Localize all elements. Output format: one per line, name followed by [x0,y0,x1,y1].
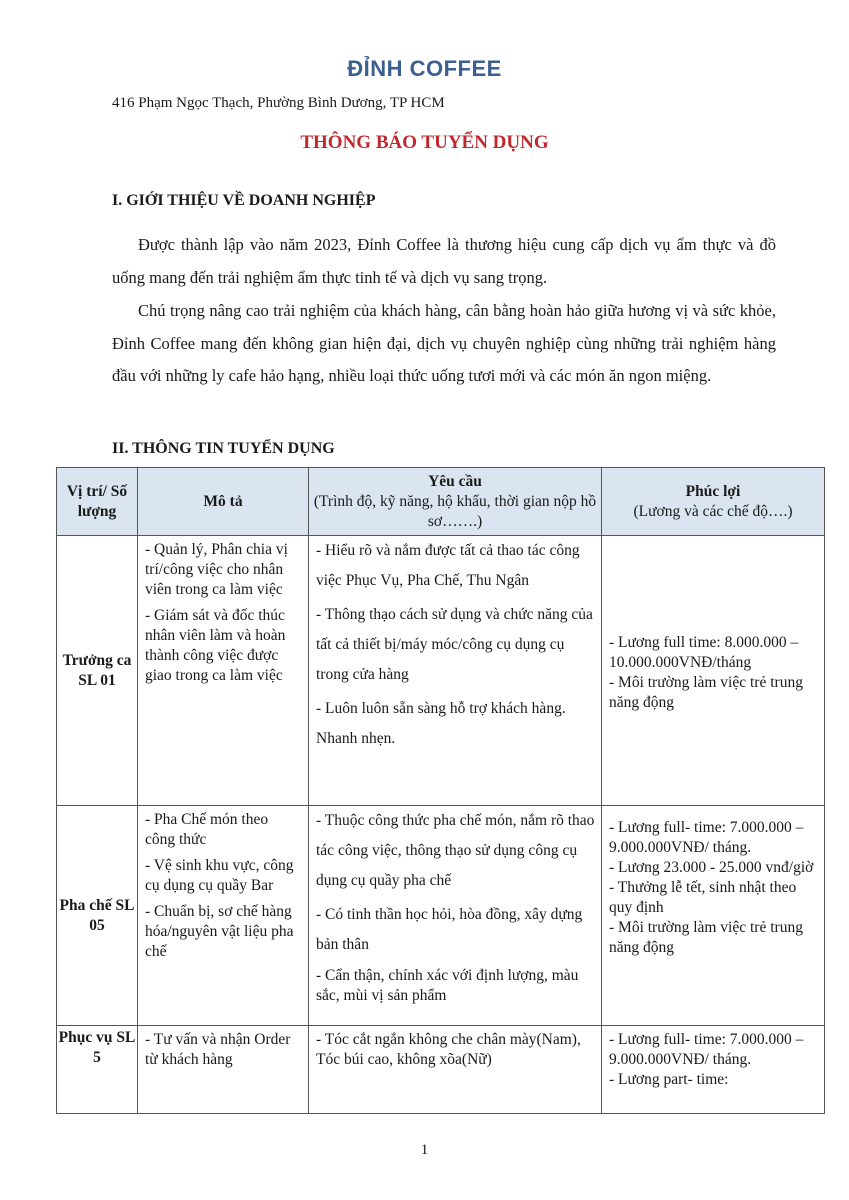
list-item: - Môi trường làm việc trẻ trung năng động [609,673,803,711]
header-benefits-sub: (Lương và các chế độ….) [633,502,793,520]
header-requirements-sub: (Trình độ, kỹ năng, hộ khẩu, thời gian nộp hồ sơ…….) [313,492,597,530]
list-item: - Có tinh thần học hỏi, hòa đồng, xây dựng bản thân [316,906,583,953]
position-label: Trưởng ca SL 01 [62,651,132,689]
position-label: Pha chế SL 05 [59,896,135,934]
row-description [138,1026,309,1114]
header-position-label: Vị trí/ Số lượng [66,482,128,520]
header-description [138,468,309,536]
page-number: 1 [420,1142,429,1158]
header-benefits [602,468,825,536]
intro-paragraph-2: Chú trọng nâng cao trải nghiệm của khách hàng, cân bằng hoàn hảo giữa hương vị và sức khỏe, Đỉnh Coffee mang đến không gian hiện đại, dịch vụ chuyên nghiệp cùng những trải nghiệm hàng đầu với những ly cafe hảo hạng, nhiều loại thức uống tươi mới và các món ăn ngon miệng. [112,301,776,385]
header-description-label: Mô tả [203,492,243,510]
list-item: - Thuộc công thức pha chế món, nắm rõ thao tác công việc, thông thạo sử dụng công cụ dụng cụ quầy pha chế [316,812,595,889]
row-benefits [602,536,825,806]
row-benefits [602,1026,825,1114]
list-item: - Môi trường làm việc trẻ trung năng động [609,919,803,956]
list-item: - Lương 23.000 - 25.000 vnđ/giờ [609,859,814,876]
list-item: - Thông thạo cách sử dụng và chức năng của tất cả thiết bị/máy móc/công cụ dụng cụ trong cửa hàng [316,606,593,683]
row-description [138,806,309,1026]
header-benefits-label: Phúc lợi [685,482,741,500]
header-position [57,468,138,536]
notice-title: THÔNG BÁO TUYỂN DỤNG [300,132,549,153]
header-requirements-label: Yêu cầu [428,472,482,490]
row-requirements [309,536,602,806]
list-item: - Hiểu rõ và nắm được tất cả thao tác công việc Phục Vụ, Pha Chế, Thu Ngân [316,542,580,589]
list-item: - Chuẩn bị, sơ chế hàng hóa/nguyên vật liệu pha chế [145,903,294,960]
row-position [57,536,138,806]
list-item: - Pha Chế món theo công thức [145,811,269,848]
header-requirements [309,468,602,536]
list-item: - Tư vấn và nhận Order từ khách hàng [145,1031,291,1068]
list-item: - Giám sát và đốc thúc nhân viên làm và hoàn thành công việc được giao trong ca làm việc [145,607,286,684]
list-item: - Tóc cắt ngắn không che chân mày(Nam), Tóc búi cao, không xõa(Nữ) [316,1031,581,1068]
intro-paragraph-1: Được thành lập vào năm 2023, Đỉnh Coffee là thương hiệu cung cấp dịch vụ ẩm thực và đồ uống mang đến trải nghiệm ẩm thực tinh tế và dịch vụ sang trọng. [112,235,776,287]
table-row [57,536,825,806]
list-item: - Thưởng lễ tết, sinh nhật theo quy định [609,879,797,916]
table-header-row [57,468,825,536]
list-item: - Luôn luôn sẵn sàng hỗ trợ khách hàng. Nhanh nhẹn. [316,700,566,747]
row-position [57,806,138,1026]
list-item: - Cẩn thận, chính xác với định lượng, màu sắc, mùi vị sản phẩm [316,967,579,1004]
row-requirements [309,1026,602,1114]
company-address: 416 Phạm Ngọc Thạch, Phường Bình Dương, TP HCM [112,95,445,111]
list-item: - Lương full- time: 7.000.000 – 9.000.000VNĐ/ tháng. [609,819,804,856]
row-requirements [309,806,602,1026]
list-item: - Vệ sinh khu vực, công cụ dụng cụ quầy Bar [145,857,294,894]
company-name: ĐỈNH COFFEE [347,56,502,81]
row-benefits [602,806,825,1026]
list-item: - Lương full- time: 7.000.000 – 9.000.000VNĐ/ tháng. [609,1031,804,1068]
position-label: Phục vụ SL 5 [58,1029,136,1066]
table-row [57,806,825,1026]
list-item: - Quản lý, Phân chia vị trí/công việc cho nhân viên trong ca làm việc [145,541,288,598]
row-position [57,1026,138,1114]
list-item: - Lương part- time: [609,1071,729,1088]
row-description [138,536,309,806]
table-row [57,1026,825,1114]
recruitment-table [56,467,825,1114]
section-heading-intro: I. GIỚI THIỆU VỀ DOANH NGHIỆP [112,192,376,209]
section-heading-recruitment: II. THÔNG TIN TUYỂN DỤNG [112,440,335,457]
list-item: - Lương full time: 8.000.000 – 10.000.000VNĐ/tháng [609,633,799,671]
